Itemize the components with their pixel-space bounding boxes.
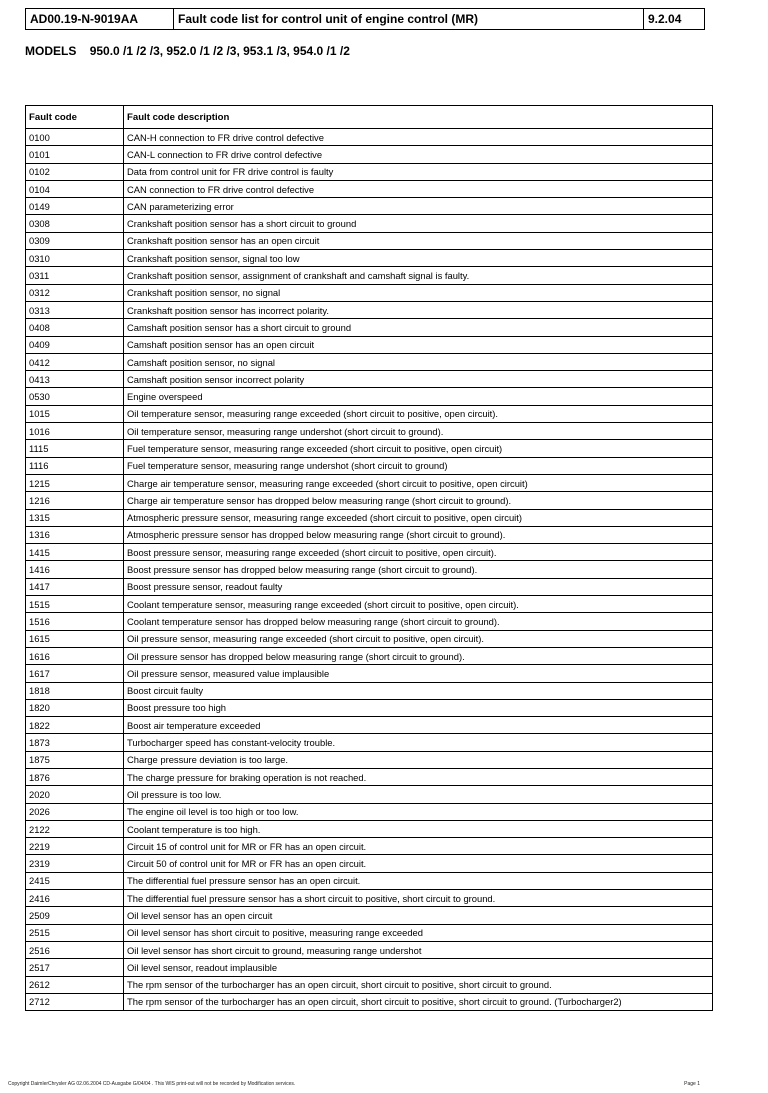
fault-description-cell: Camshaft position sensor has an open circuit	[124, 336, 713, 353]
fault-description-cell: Boost pressure sensor, readout faulty	[124, 578, 713, 595]
fault-code-cell: 1416	[26, 561, 124, 578]
table-row	[26, 457, 713, 474]
fault-description-cell: The differential fuel pressure sensor has an open circuit.	[124, 872, 713, 889]
table-row	[26, 890, 713, 907]
table-row	[26, 561, 713, 578]
table-row	[26, 872, 713, 889]
fault-description-cell: Camshaft position sensor has a short circuit to ground	[124, 319, 713, 336]
fault-code-cell: 1216	[26, 492, 124, 509]
fault-code-cell: 1615	[26, 630, 124, 647]
table-row	[26, 976, 713, 993]
fault-description-cell: Charge air temperature sensor has dropped below measuring range (short circuit to ground).	[124, 492, 713, 509]
fault-description-cell: Boost pressure sensor, measuring range exceeded (short circuit to positive, open circuit).	[124, 544, 713, 561]
table-row	[26, 855, 713, 872]
fault-code-cell: 2516	[26, 941, 124, 958]
table-row	[26, 336, 713, 353]
fault-description-cell: Circuit 15 of control unit for MR or FR has an open circuit.	[124, 838, 713, 855]
fault-code-cell: 1415	[26, 544, 124, 561]
fault-code-cell: 0312	[26, 284, 124, 301]
fault-description-cell: Coolant temperature is too high.	[124, 820, 713, 837]
table-row	[26, 129, 713, 146]
fault-code-cell: 0104	[26, 180, 124, 197]
table-row	[26, 768, 713, 785]
fault-code-cell: 1820	[26, 699, 124, 716]
table-row	[26, 838, 713, 855]
fault-code-cell: 1617	[26, 665, 124, 682]
column-header-description: Fault code description	[124, 106, 713, 129]
fault-description-cell: Camshaft position sensor incorrect polarity	[124, 371, 713, 388]
fault-description-cell: The engine oil level is too high or too low.	[124, 803, 713, 820]
fault-description-cell: Crankshaft position sensor has incorrect polarity.	[124, 301, 713, 318]
fault-code-cell: 1316	[26, 526, 124, 543]
fault-code-cell: 2026	[26, 803, 124, 820]
table-row	[26, 907, 713, 924]
fault-description-cell: Crankshaft position sensor, signal too low	[124, 250, 713, 267]
table-row	[26, 423, 713, 440]
table-row	[26, 717, 713, 734]
fault-code-cell: 0309	[26, 232, 124, 249]
fault-code-cell: 2515	[26, 924, 124, 941]
table-row	[26, 820, 713, 837]
table-row	[26, 353, 713, 370]
table-row	[26, 405, 713, 422]
table-row	[26, 959, 713, 976]
table-row	[26, 284, 713, 301]
fault-description-cell: Boost pressure too high	[124, 699, 713, 716]
fault-code-cell: 1215	[26, 474, 124, 491]
fault-description-cell: Turbocharger speed has constant-velocity trouble.	[124, 734, 713, 751]
fault-code-cell: 0413	[26, 371, 124, 388]
document-id: AD00.19-N-9019AA	[26, 9, 174, 29]
table-row	[26, 180, 713, 197]
fault-description-cell: Fuel temperature sensor, measuring range undershot (short circuit to ground)	[124, 457, 713, 474]
fault-code-cell: 1516	[26, 613, 124, 630]
fault-code-cell: 2712	[26, 993, 124, 1010]
fault-code-cell: 2219	[26, 838, 124, 855]
table-row	[26, 146, 713, 163]
table-row	[26, 509, 713, 526]
table-row	[26, 682, 713, 699]
fault-code-cell: 2122	[26, 820, 124, 837]
document-title: Fault code list for control unit of engine control (MR)	[174, 9, 644, 29]
table-row	[26, 734, 713, 751]
fault-code-cell: 2517	[26, 959, 124, 976]
fault-description-cell: Oil temperature sensor, measuring range undershot (short circuit to ground).	[124, 423, 713, 440]
fault-code-cell: 1116	[26, 457, 124, 474]
fault-code-table	[25, 105, 713, 1011]
fault-description-cell: The rpm sensor of the turbocharger has an open circuit, short circuit to positive, short circuit to ground.	[124, 976, 713, 993]
fault-description-cell: Oil level sensor, readout implausible	[124, 959, 713, 976]
fault-code-cell: 0149	[26, 198, 124, 215]
table-row	[26, 250, 713, 267]
fault-description-cell: Coolant temperature sensor, measuring range exceeded (short circuit to positive, open circuit).	[124, 596, 713, 613]
fault-code-cell: 1015	[26, 405, 124, 422]
fault-code-cell: 1417	[26, 578, 124, 595]
fault-description-cell: Boost circuit faulty	[124, 682, 713, 699]
fault-description-cell: Oil temperature sensor, measuring range exceeded (short circuit to positive, open circuit).	[124, 405, 713, 422]
fault-description-cell: The rpm sensor of the turbocharger has an open circuit, short circuit to positive, short circuit to ground. (Turbocharger2)	[124, 993, 713, 1010]
fault-code-cell: 0100	[26, 129, 124, 146]
fault-description-cell: Coolant temperature sensor has dropped below measuring range (short circuit to ground).	[124, 613, 713, 630]
fault-description-cell: Charge air temperature sensor, measuring range exceeded (short circuit to positive, open circuit)	[124, 474, 713, 491]
document-header	[25, 8, 705, 30]
fault-code-cell: 0412	[26, 353, 124, 370]
fault-description-cell: Crankshaft position sensor, no signal	[124, 284, 713, 301]
table-row	[26, 492, 713, 509]
table-row	[26, 941, 713, 958]
table-row	[26, 198, 713, 215]
table-row	[26, 215, 713, 232]
table-row	[26, 474, 713, 491]
page-footer	[8, 1081, 700, 1087]
fault-code-cell: 1873	[26, 734, 124, 751]
table-row	[26, 163, 713, 180]
table-row	[26, 630, 713, 647]
table-header-row	[26, 106, 713, 129]
fault-description-cell: Boost air temperature exceeded	[124, 717, 713, 734]
fault-code-cell: 0308	[26, 215, 124, 232]
fault-code-cell: 1515	[26, 596, 124, 613]
copyright-notice: Copyright DaimlerChrysler AG 02.06.2004 CD-Ausgabe G/04/04 . This WIS print-out will not be recorded by Modification services.	[8, 1081, 296, 1087]
fault-code-cell: 1115	[26, 440, 124, 457]
fault-code-cell: 1616	[26, 647, 124, 664]
table-body	[26, 129, 713, 1011]
fault-description-cell: The charge pressure for braking operation is not reached.	[124, 768, 713, 785]
fault-code-cell: 1822	[26, 717, 124, 734]
fault-description-cell: Oil pressure sensor, measuring range exceeded (short circuit to positive, open circuit).	[124, 630, 713, 647]
models-line	[25, 44, 350, 58]
fault-code-cell: 2020	[26, 786, 124, 803]
fault-description-cell: CAN-L connection to FR drive control defective	[124, 146, 713, 163]
fault-description-cell: Oil level sensor has an open circuit	[124, 907, 713, 924]
fault-code-cell: 0311	[26, 267, 124, 284]
document-date: 9.2.04	[648, 12, 682, 26]
table-row	[26, 665, 713, 682]
fault-description-cell: Oil level sensor has short circuit to positive, measuring range exceeded	[124, 924, 713, 941]
fault-code-cell: 1875	[26, 751, 124, 768]
fault-description-cell: Crankshaft position sensor has a short circuit to ground	[124, 215, 713, 232]
fault-code-cell: 0310	[26, 250, 124, 267]
fault-description-cell: Oil pressure sensor, measured value implausible	[124, 665, 713, 682]
fault-description-cell: Fuel temperature sensor, measuring range exceeded (short circuit to positive, open circuit)	[124, 440, 713, 457]
fault-description-cell: Atmospheric pressure sensor has dropped below measuring range (short circuit to ground).	[124, 526, 713, 543]
fault-code-cell: 2416	[26, 890, 124, 907]
fault-description-cell: Engine overspeed	[124, 388, 713, 405]
models-value: 950.0 /1 /2 /3, 952.0 /1 /2 /3, 953.1 /3, 954.0 /1 /2	[89, 44, 350, 58]
fault-code-cell: 2612	[26, 976, 124, 993]
table-row	[26, 751, 713, 768]
fault-description-cell: Charge pressure deviation is too large.	[124, 751, 713, 768]
fault-description-cell: Camshaft position sensor, no signal	[124, 353, 713, 370]
fault-description-cell: Crankshaft position sensor, assignment of crankshaft and camshaft signal is faulty.	[124, 267, 713, 284]
fault-code-cell: 0408	[26, 319, 124, 336]
table-row	[26, 440, 713, 457]
fault-code-cell: 1016	[26, 423, 124, 440]
fault-description-cell: Data from control unit for FR drive control is faulty	[124, 163, 713, 180]
table-row	[26, 388, 713, 405]
fault-code-cell: 0409	[26, 336, 124, 353]
table-row	[26, 993, 713, 1010]
table-row	[26, 803, 713, 820]
page-number: Page 1	[684, 1081, 700, 1087]
table-row	[26, 544, 713, 561]
table-row	[26, 924, 713, 941]
table-row	[26, 699, 713, 716]
table-row	[26, 647, 713, 664]
table-row	[26, 319, 713, 336]
fault-code-cell: 1315	[26, 509, 124, 526]
fault-description-cell: Oil level sensor has short circuit to ground, measuring range undershot	[124, 941, 713, 958]
fault-description-cell: CAN-H connection to FR drive control defective	[124, 129, 713, 146]
table-row	[26, 613, 713, 630]
fault-description-cell: CAN connection to FR drive control defective	[124, 180, 713, 197]
fault-code-cell: 0530	[26, 388, 124, 405]
table-row	[26, 232, 713, 249]
fault-code-cell: 1818	[26, 682, 124, 699]
fault-description-cell: Circuit 50 of control unit for MR or FR has an open circuit.	[124, 855, 713, 872]
fault-code-cell: 2509	[26, 907, 124, 924]
models-label: MODELS	[25, 44, 77, 58]
table-row	[26, 371, 713, 388]
fault-description-cell: Oil pressure is too low.	[124, 786, 713, 803]
fault-description-cell: Crankshaft position sensor has an open circuit	[124, 232, 713, 249]
fault-description-cell: Oil pressure sensor has dropped below measuring range (short circuit to ground).	[124, 647, 713, 664]
fault-description-cell: Boost pressure sensor has dropped below measuring range (short circuit to ground).	[124, 561, 713, 578]
fault-code-cell: 0313	[26, 301, 124, 318]
fault-description-cell: CAN parameterizing error	[124, 198, 713, 215]
fault-code-cell: 2319	[26, 855, 124, 872]
fault-code-cell: 0102	[26, 163, 124, 180]
fault-code-cell: 0101	[26, 146, 124, 163]
fault-description-cell: The differential fuel pressure sensor has a short circuit to positive, short circuit to ground.	[124, 890, 713, 907]
table-row	[26, 301, 713, 318]
table-row	[26, 267, 713, 284]
table-row	[26, 526, 713, 543]
fault-code-cell: 1876	[26, 768, 124, 785]
table-row	[26, 578, 713, 595]
column-header-fault-code: Fault code	[26, 106, 124, 129]
table-row	[26, 786, 713, 803]
table-row	[26, 596, 713, 613]
fault-description-cell: Atmospheric pressure sensor, measuring range exceeded (short circuit to positive, open circuit)	[124, 509, 713, 526]
fault-code-cell: 2415	[26, 872, 124, 889]
